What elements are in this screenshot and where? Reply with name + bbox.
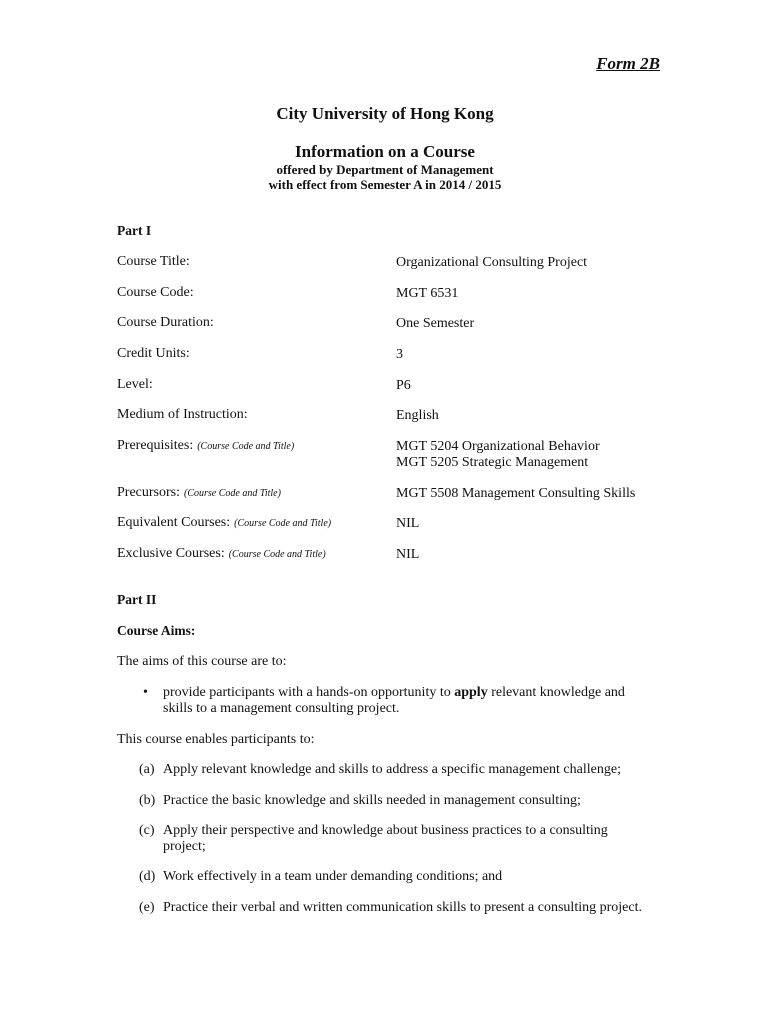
exclusive-courses-label: Exclusive Courses: (Course Code and Title) <box>117 546 326 561</box>
course-code-value: MGT 6531 <box>396 286 459 301</box>
precursors-note: (Course Code and Title) <box>184 488 281 499</box>
medium-value: English <box>396 408 439 423</box>
aim-bullet-line-1: provide participants with a hands-on opportunity to apply relevant knowledge and <box>163 685 625 700</box>
aims-intro: The aims of this course are to: <box>117 654 287 669</box>
medium-label: Medium of Instruction: <box>117 407 248 422</box>
course-duration-value: One Semester <box>396 316 475 331</box>
outcome-c-text-line-1: Apply their perspective and knowledge about business practices to a consulting <box>163 823 608 838</box>
exclusive-courses-note: (Course Code and Title) <box>228 549 326 560</box>
prerequisites-value-2: MGT 5205 Strategic Management <box>396 455 589 470</box>
enables-intro: This course enables participants to: <box>117 732 315 747</box>
prerequisites-note: (Course Code and Title) <box>197 441 295 452</box>
course-duration-label: Course Duration: <box>117 315 214 330</box>
course-code-label: Course Code: <box>117 285 194 300</box>
aim-bullet-line-2: skills to a management consulting project. <box>163 701 400 716</box>
apply-emphasis: apply <box>454 685 488 700</box>
outcome-a-text: Apply relevant knowledge and skills to address a specific management challenge; <box>163 762 621 777</box>
document-title: Information on a Course <box>295 142 475 161</box>
outcome-e-mark: (e) <box>139 900 155 915</box>
bullet-marker: • <box>143 685 148 700</box>
prerequisites-label: Prerequisites: (Course Code and Title) <box>117 438 295 453</box>
outcome-b-mark: (b) <box>139 793 156 808</box>
effective-semester: with effect from Semester A in 2014 / 2015 <box>268 177 502 192</box>
precursors-value: MGT 5508 Management Consulting Skills <box>396 486 636 501</box>
credit-units-label: Credit Units: <box>117 346 190 361</box>
outcome-c-mark: (c) <box>139 823 155 838</box>
part-two-heading: Part II <box>117 592 157 607</box>
part-one-heading: Part I <box>117 223 152 238</box>
outcome-d-text: Work effectively in a team under demanding conditions; and <box>163 869 503 884</box>
outcome-e-text: Practice their verbal and written communication skills to present a consulting project. <box>163 900 642 915</box>
level-label: Level: <box>117 377 153 392</box>
course-title-label: Course Title: <box>117 254 190 269</box>
outcome-c-text-line-2: project; <box>163 839 206 854</box>
equivalent-courses-value: NIL <box>396 516 420 531</box>
exclusive-courses-value: NIL <box>396 547 420 562</box>
form-label: Form 2B <box>596 54 660 73</box>
course-aims-heading: Course Aims: <box>117 623 196 638</box>
outcome-a-mark: (a) <box>139 762 155 777</box>
equivalent-courses-label: Equivalent Courses: (Course Code and Title) <box>117 515 332 530</box>
level-value: P6 <box>396 378 411 393</box>
course-title-value: Organizational Consulting Project <box>396 255 588 270</box>
outcome-b-text: Practice the basic knowledge and skills needed in management consulting; <box>163 793 581 808</box>
credit-units-value: 3 <box>396 347 403 362</box>
university-name: City University of Hong Kong <box>276 104 494 123</box>
offered-by: offered by Department of Management <box>276 162 494 177</box>
outcome-d-mark: (d) <box>139 869 156 884</box>
prerequisites-value-1: MGT 5204 Organizational Behavior <box>396 439 600 454</box>
equivalent-courses-note: (Course Code and Title) <box>234 518 332 529</box>
precursors-label: Precursors: (Course Code and Title) <box>117 485 281 500</box>
